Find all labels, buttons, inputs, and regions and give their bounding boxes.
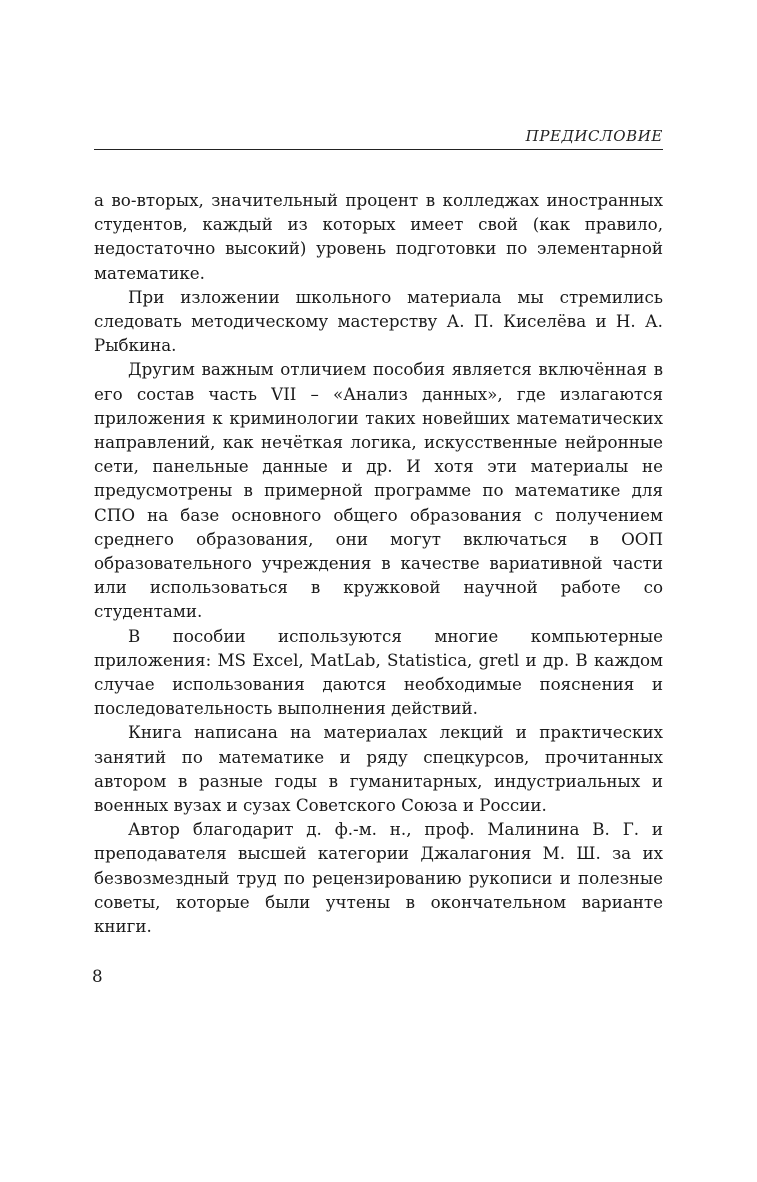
paragraph-software: В пособии используются многие компьютерные приложения: MS Excel, MatLab, Statistica, gretl и др. В каждом случае использования даются необходимые пояснения и последовательность выполнения действий. [94,625,663,719]
paragraph-school-material: При изложении школьного материала мы стремились следовать методическому мастерству А. П. Киселёва и Н. А. Рыбкина. [94,286,663,356]
running-header [94,125,663,150]
paragraph-data-analysis: Другим важным отличием пособия является включённая в его состав часть VII – «Анализ данных», где излагаются приложения к криминологии таких новейших математических направлений, как нечёткая логика, искусственные нейронные сети, панельные данные и др. И хотя эти материалы не предусмотрены в примерной программе по математике для СПО на базе основного общего образования с получением среднего образования, они могут включаться в ООП образовательного учреждения в качестве вариативной части или использоваться в кружковой научной работе со студентами. [94,359,663,622]
paragraph-lectures: Книга написана на материалах лекций и практических занятий по математике и ряду спецкурсов, прочитанных автором в разные годы в гуманитарных, индустриальных и военных вузах и сузах Советского Союза и России. [94,722,663,816]
paragraph-acknowledgements: Автор благодарит д. ф.-м. н., проф. Малинина В. Г. и преподавателя высшей категории Джалагония М. Ш. за их безвозмездный труд по рецензированию рукописи и полезные советы, которые были учтены в окончательном варианте книги. [94,819,663,937]
preface-body [94,188,663,938]
paragraph-continuation: а во-вторых, значительный процент в колледжах иностранных студентов, каждый из которых имеет свой (как правило, недостаточно высокий) уровень подготовки по элементарной математике. [94,190,663,283]
page-number: 8 [92,966,103,986]
running-header-title: ПРЕДИСЛОВИЕ [525,127,663,145]
